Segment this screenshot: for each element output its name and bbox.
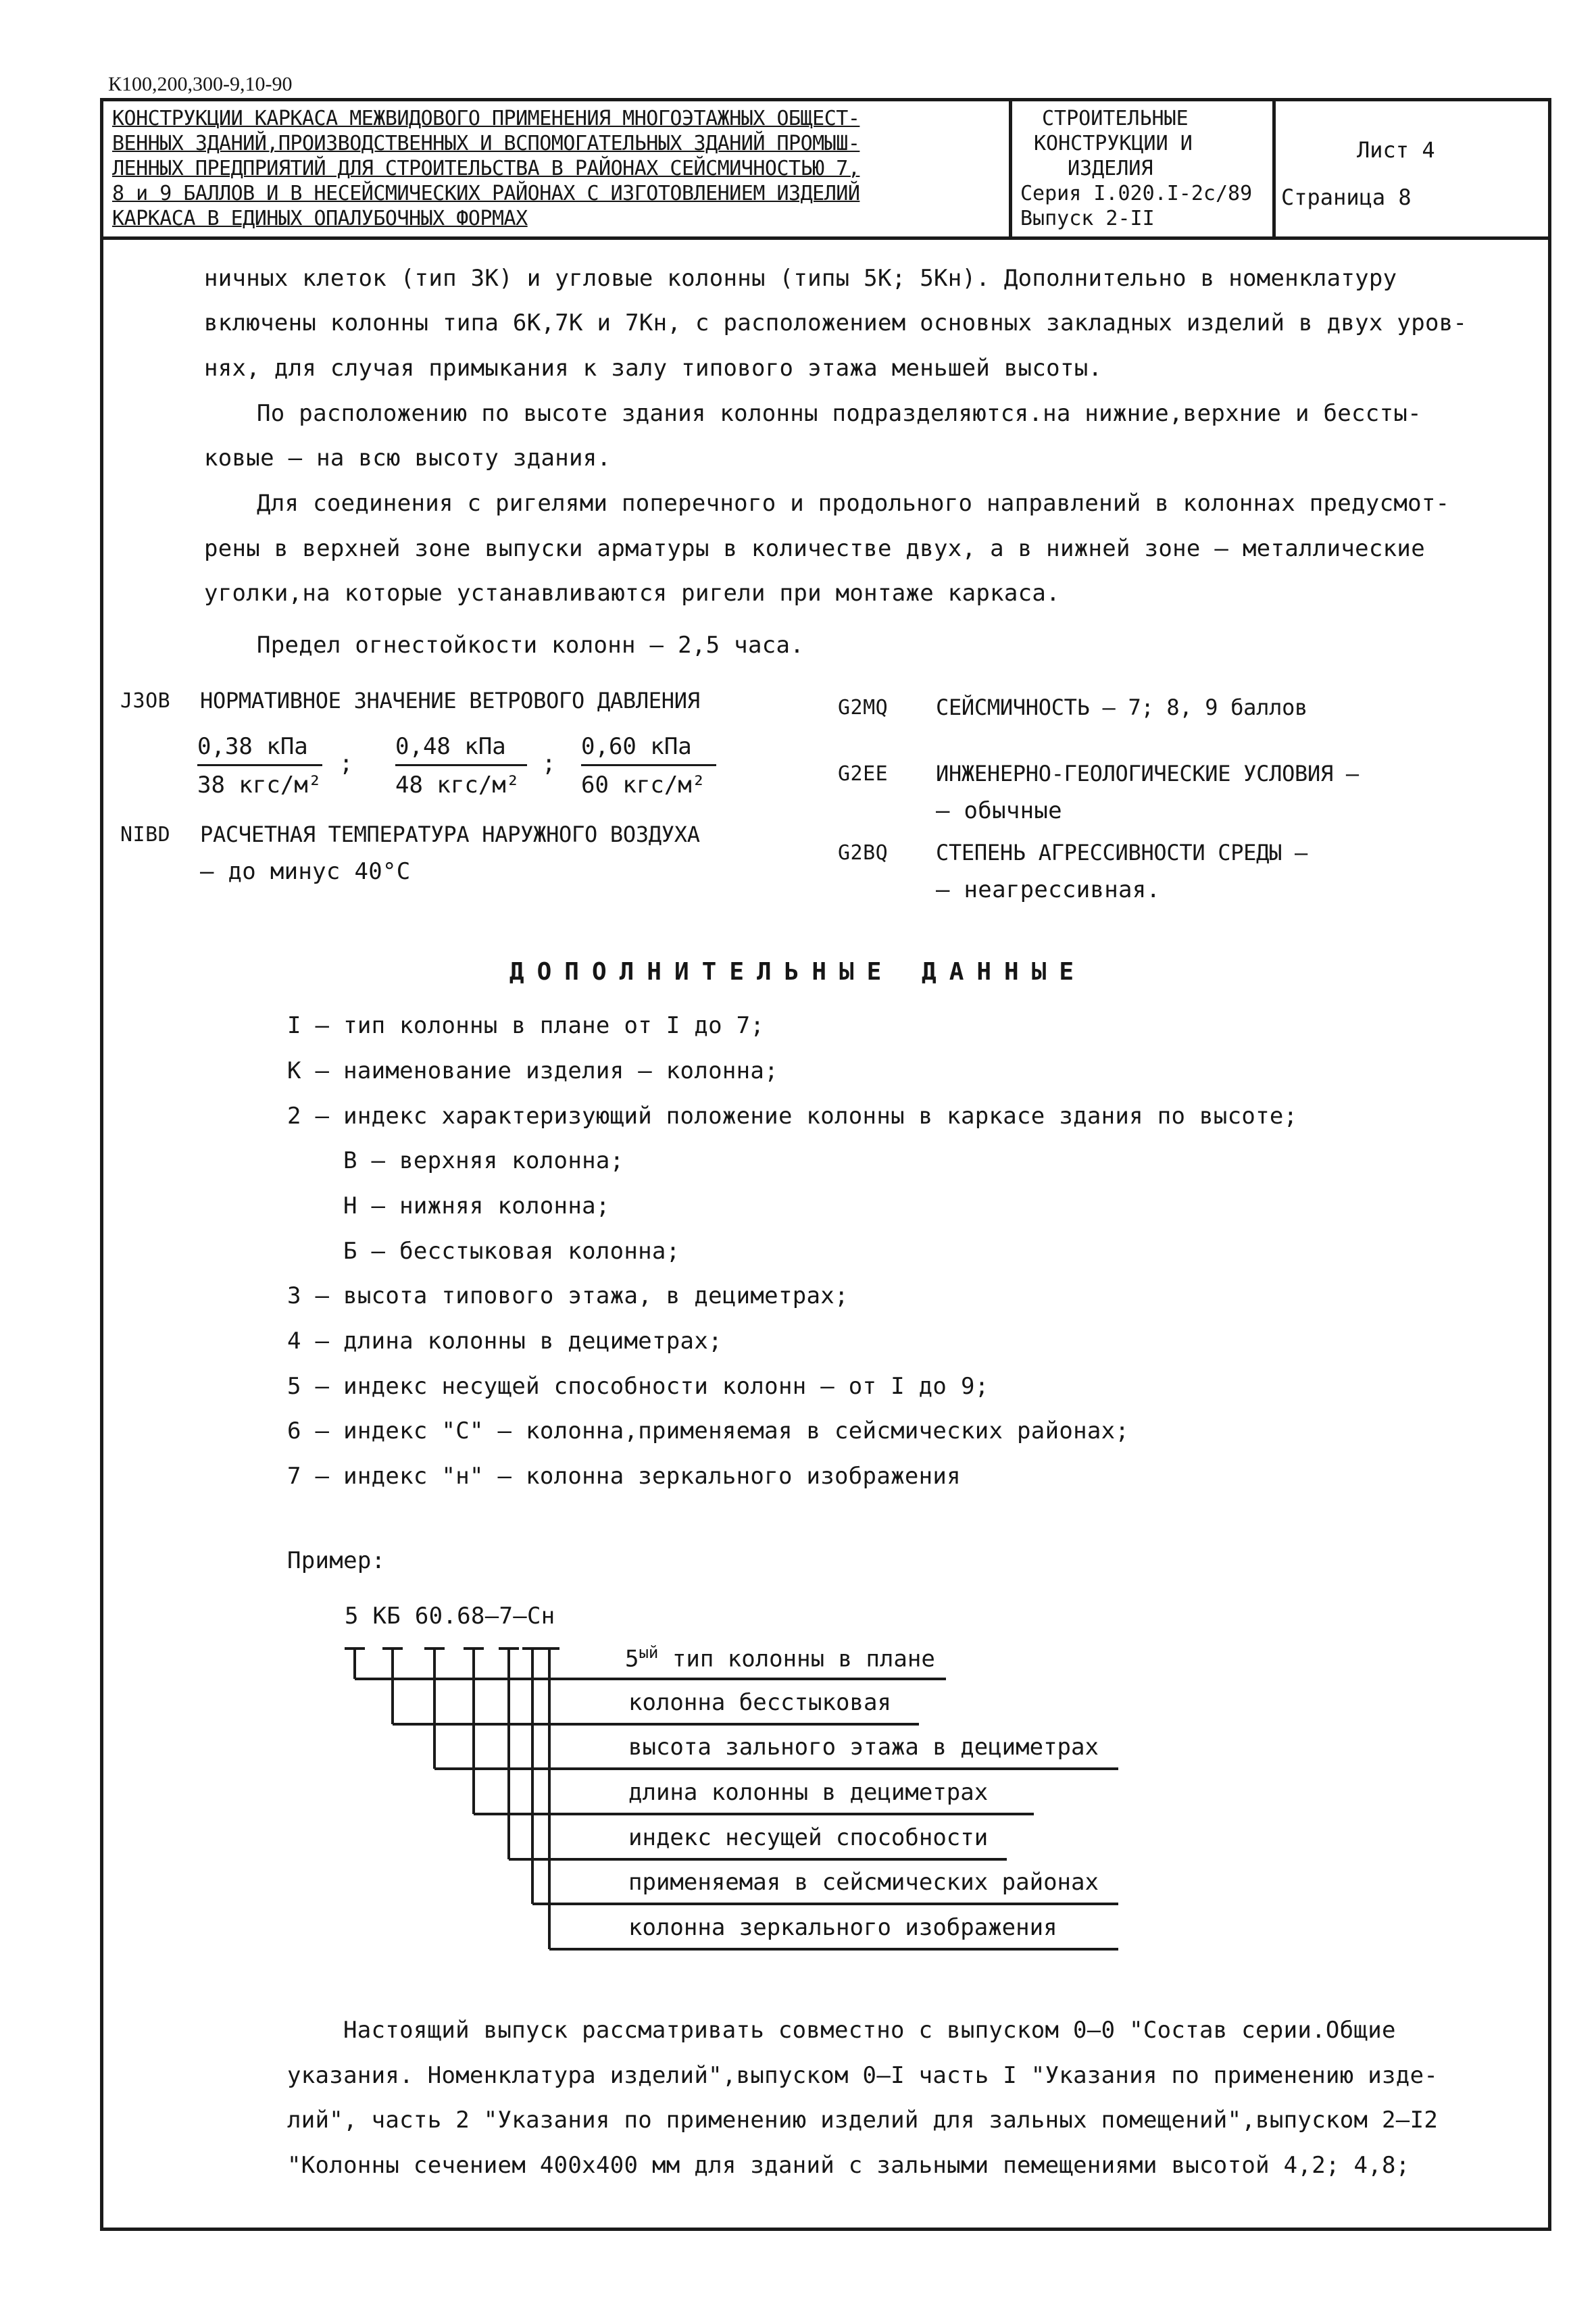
- closing-line: указания. Номенклатура изделий",выпуском 0–I часть I "Указания по применению изде-: [287, 2062, 1439, 2089]
- description-line: КАРКАСА В ЕДИНЫХ ОПАЛУБОЧНЫХ ФОРМАХ: [112, 207, 528, 230]
- additional-data-heading: ДОПОЛНИТЕЛЬНЫЕ ДАННЫЕ: [509, 958, 1087, 986]
- geology-title: ИНЖЕНЕРНО-ГЕОЛОГИЧЕСКИЕ УСЛОВИЯ –: [936, 761, 1359, 786]
- description-line: КОНСТРУКЦИИ КАРКАСА МЕЖВИДОВОГО ПРИМЕНЕНИЯ МНОГОЭТАЖНЫХ ОБЩЕСТ-: [112, 107, 860, 130]
- example-label: Пример:: [287, 1547, 386, 1574]
- description-line: ЛЕННЫХ ПРЕДПРИЯТИЙ ДЛЯ СТРОИТЕЛЬСТВА В РАЙОНАХ СЕЙСМИЧНОСТЬЮ 7,: [112, 157, 860, 180]
- intro-line: По расположению по высоте здания колонны подразделяются.на нижние,верхние и бессты-: [257, 400, 1422, 427]
- page-number: Страница 8: [1281, 184, 1412, 210]
- fraction-separator: ;: [339, 750, 353, 777]
- description-line: ВЕННЫХ ЗДАНИЙ,ПРОИЗВОДСТВЕННЫХ И ВСПОМОГАТЕЛЬНЫХ ЗДАНИЙ ПРОМЫШ-: [112, 132, 860, 155]
- wind-value-kgf: 48 кгс/м²: [395, 772, 520, 799]
- intro-line: рены в верхней зоне выпуски арматуры в количестве двух, а в нижней зоне – металлические: [204, 535, 1425, 562]
- temperature-code: NIBD: [120, 823, 171, 847]
- fraction-separator: ;: [542, 750, 556, 777]
- intro-line: уголки,на которые устанавливаются ригели при монтаже каркаса.: [204, 580, 1060, 607]
- geology-value: – обычные: [936, 797, 1062, 824]
- example-label-4: длина колонны в дециметрах: [628, 1779, 989, 1806]
- geology-code: G2EE: [838, 762, 889, 786]
- list-item: 5 – индекс несущей способности колонн – от I до 9;: [287, 1373, 989, 1400]
- intro-line: нях, для случая примыкания к залу типового этажа меньшей высоты.: [204, 355, 1103, 382]
- temperature-value: – до минус 40°С: [200, 858, 411, 885]
- intro-line: ковые – на всю высоту здания.: [204, 445, 612, 472]
- closing-line: "Колонны сечением 400х400 мм для зданий с зальными пемещениями высотой 4,2; 4,8;: [287, 2152, 1410, 2179]
- list-item: I – тип колонны в плане от I до 7;: [287, 1012, 765, 1039]
- intro-line: включены колонны типа 6К,7К и 7Кн, с расположением основных закладных изделий в двух уров-: [204, 309, 1468, 336]
- wind-value-kgf: 60 кгс/м²: [581, 772, 706, 799]
- example-code: 5 КБ 60.68–7–Сн: [345, 1603, 555, 1630]
- fire-resistance: Предел огнестойкости колонн – 2,5 часа.: [257, 632, 805, 659]
- category-line: ИЗДЕЛИЯ: [1068, 157, 1153, 180]
- list-item: 4 – длина колонны в дециметрах;: [287, 1328, 722, 1355]
- list-subitem: В – верхняя колонна;: [343, 1147, 624, 1174]
- list-subitem: Б – бесстыковая колонна;: [343, 1238, 680, 1265]
- aggressiveness-value: – неагрессивная.: [936, 876, 1161, 903]
- aggressiveness-title: СТЕПЕНЬ АГРЕССИВНОСТИ СРЕДЫ –: [936, 840, 1308, 865]
- series-number: Серия I.020.I-2с/89: [1020, 182, 1253, 205]
- example-label-7: колонна зеркального изображения: [628, 1914, 1057, 1941]
- category-line: СТРОИТЕЛЬНЫЕ: [1042, 107, 1189, 130]
- wind-value-kpa: 0,48 кПа: [395, 733, 506, 760]
- seismic-title: СЕЙСМИЧНОСТЬ – 7; 8, 9 баллов: [936, 695, 1308, 720]
- list-item: 6 – индекс "С" – колонна,применяемая в сейсмических районах;: [287, 1417, 1130, 1444]
- intro-line: ничных клеток (тип 3К) и угловые колонны (типы 5К; 5Кн). Дополнительно в номенклатуру: [204, 265, 1397, 292]
- wind-title: НОРМАТИВНОЕ ЗНАЧЕНИЕ ВЕТРОВОГО ДАВЛЕНИЯ: [200, 688, 700, 713]
- wind-value-kpa: 0,38 кПа: [197, 733, 308, 760]
- ordinal-number: 5: [625, 1645, 639, 1673]
- category-line: КОНСТРУКЦИИ И: [1034, 132, 1193, 155]
- example-label-3: высота зального этажа в дециметрах: [628, 1734, 1099, 1761]
- description-line: 8 и 9 БАЛЛОВ И В НЕСЕЙСМИЧЕСКИХ РАЙОНАХ С ИЗГОТОВЛЕНИЕМ ИЗДЕЛИЙ: [112, 182, 860, 205]
- wind-value-kgf: 38 кгс/м²: [197, 772, 322, 799]
- wind-value-kpa: 0,60 кПа: [581, 733, 692, 760]
- closing-line: лий", часть 2 "Указания по применению изделий для зальных помещений",выпуском 2–I2: [287, 2107, 1439, 2134]
- list-subitem: Н – нижняя колонна;: [343, 1192, 610, 1219]
- list-item: К – наименование изделия – колонна;: [287, 1057, 778, 1084]
- aggressiveness-code: G2BQ: [838, 841, 889, 865]
- wind-code: J3OB: [120, 689, 171, 713]
- list-item: 3 – высота типового этажа, в дециметрах;: [287, 1282, 849, 1309]
- example-label-2: колонна бесстыковая: [628, 1689, 891, 1716]
- example-label-6: применяемая в сейсмических районах: [628, 1869, 1099, 1896]
- seismic-code: G2MQ: [838, 696, 889, 720]
- document-code: К100,200,300-9,10-90: [108, 73, 293, 95]
- list-item: 7 – индекс "н" – колонна зеркального изображения: [287, 1463, 961, 1490]
- example-label-1: [625, 1643, 935, 1672]
- temperature-title: РАСЧЕТНАЯ ТЕМПЕРАТУРА НАРУЖНОГО ВОЗДУХА: [200, 822, 700, 847]
- ordinal-suffix: ый: [639, 1643, 659, 1662]
- closing-line: Настоящий выпуск рассматривать совместно с выпуском 0–0 "Состав серии.Общие: [343, 2017, 1396, 2044]
- label-text: тип колонны в плане: [672, 1645, 935, 1673]
- list-item: 2 – индекс характеризующий положение колонны в каркасе здания по высоте;: [287, 1103, 1298, 1130]
- issue-number: Выпуск 2-II: [1020, 207, 1155, 230]
- intro-line: Для соединения с ригелями поперечного и продольного направлений в колоннах предусмот-: [257, 490, 1450, 517]
- example-label-5: индекс несущей способности: [628, 1824, 989, 1851]
- sheet-number: Лист 4: [1357, 137, 1435, 163]
